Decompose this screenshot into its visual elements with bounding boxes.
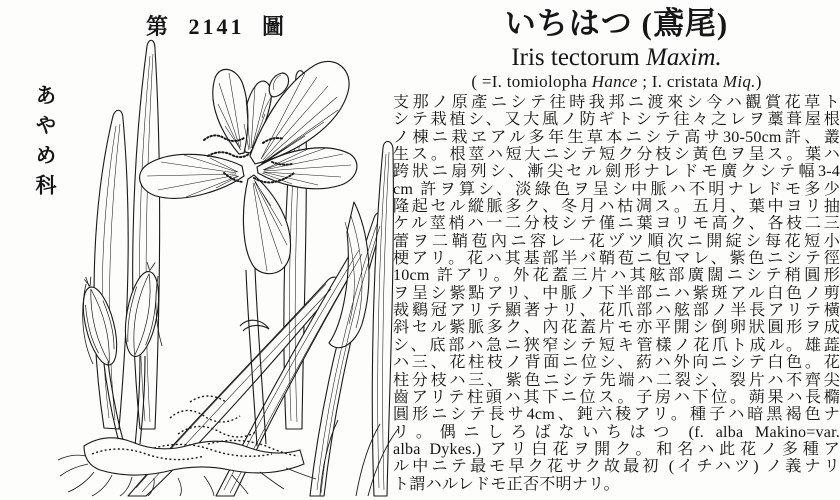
flower-petals bbox=[140, 61, 357, 273]
latin-name-line bbox=[393, 44, 840, 71]
body-line: 裁鷄冠アリテ顯著ナリ、花爪部ハ舷部ノ半長アリテ橫 bbox=[393, 302, 840, 320]
body-line: alba Dykes.) アリ白花ヲ開ク。和名ハ此花ノ多種ア bbox=[393, 440, 840, 458]
latin-name: Iris tectorum bbox=[511, 44, 646, 71]
body-line: 梗アリ。花ハ其基部半バ鞘苞ニ包マレ、紫色ニシテ徑 bbox=[393, 250, 840, 268]
body-line: ヲ呈シ紫點アリ、中脈ノ下半部ニハ紫斑アル白色ノ剪 bbox=[393, 284, 840, 302]
body-line: ケル莖梢ハ一二分枝シテ僅ニ葉ヨリモ高ク、各枝二三 bbox=[393, 215, 840, 233]
body-line: ト謂ハルレドモ正否不明ナリ。 bbox=[393, 475, 620, 493]
iris-illustration bbox=[58, 26, 404, 500]
body-text bbox=[393, 94, 840, 493]
body-line: ハ三、花柱枝ノ背面ニ位シ、葯ハ外向ニシテ白色。花 bbox=[393, 354, 840, 372]
body-line: 齒アリテ柱頭ハ其下ニ位ス。子房ハ下位。蒴果ハ長橢 bbox=[393, 388, 840, 406]
body-line: 10cm 許アリ。外花蓋三片ハ其舷部廣闊ニシテ稍圓形 bbox=[393, 267, 840, 285]
body-line: シテ栽植シ、又大風ノ防ギトシテ往々之レヲ藁葺屋根 bbox=[393, 111, 840, 129]
body-line: cm 許ヲ算シ、淡綠色ヲ呈シ中脈ハ不明ナレドモ多少 bbox=[393, 180, 840, 198]
synonym-close: ) bbox=[755, 72, 762, 91]
page-title: いちはつ (鳶尾) bbox=[504, 6, 729, 41]
body-line: リ。偶ニしろばないちはつ (f. alba Makino=var. bbox=[393, 423, 840, 441]
body-line: シ、底部ハ急ニ狹窄シテ短キ管樣ノ花爪ト成ル。雄蕋 bbox=[393, 336, 840, 354]
synonym-open: ( = bbox=[471, 72, 492, 91]
body-line: ノ棟ニ栽ヱアル多年生草本ニシテ高サ30-50cm許、叢 bbox=[393, 128, 840, 146]
body-line: ル中ニテ最モ早ク花サク故最初 (イチハツ) ノ義ナリ bbox=[393, 458, 840, 476]
synonym-separator: ; bbox=[637, 72, 652, 91]
body-line: 生ス。根莖ハ短大ニシテ短ク分枝シ黃色ヲ呈ス。葉ハ bbox=[393, 146, 840, 164]
synonym-author-2: Miq. bbox=[722, 72, 756, 91]
body-line: 斜セル紫脈多ク、內花蓋片モ亦平開シ倒卵狀圓形ヲ成 bbox=[393, 319, 840, 337]
family-name-vertical: あやめ科 bbox=[33, 84, 57, 204]
body-line: 蕾ヲ二鞘苞內ニ容レ一花ヅツ順次ニ開綻シ每花短小 bbox=[393, 232, 840, 250]
body-line: 柱分枝ハ三、紫色ニシテ先端ハ二裂シ、裂片ハ不齊尖 bbox=[393, 371, 840, 389]
latin-author: Maxim. bbox=[646, 44, 722, 71]
body-line: 支那ノ原產ニシテ往時我邦ニ渡來シ今ハ觀賞花草ト bbox=[393, 94, 840, 111]
entry-text-column bbox=[393, 4, 840, 493]
synonym-author-1: Hance bbox=[591, 72, 638, 91]
synonym-species-2: I. cristata bbox=[651, 72, 723, 91]
body-line: 隆起セル縱脈多ク、冬月ハ枯凋ス。五月、葉中ヨリ抽 bbox=[393, 198, 840, 216]
body-line: 跨狀ニ扇列シ、漸尖セル劍形ナレドモ廣クシテ幅3-4 bbox=[393, 163, 840, 181]
body-line: 圓形ニシテ長サ4cm、鈍六稜アリ。種子ハ暗黑褐色ナ bbox=[393, 406, 840, 424]
synonym-line bbox=[393, 71, 840, 92]
synonym-species-1: I. tomiolopha bbox=[491, 72, 592, 91]
figure-number-label: 第 2141 圖 bbox=[146, 14, 288, 39]
